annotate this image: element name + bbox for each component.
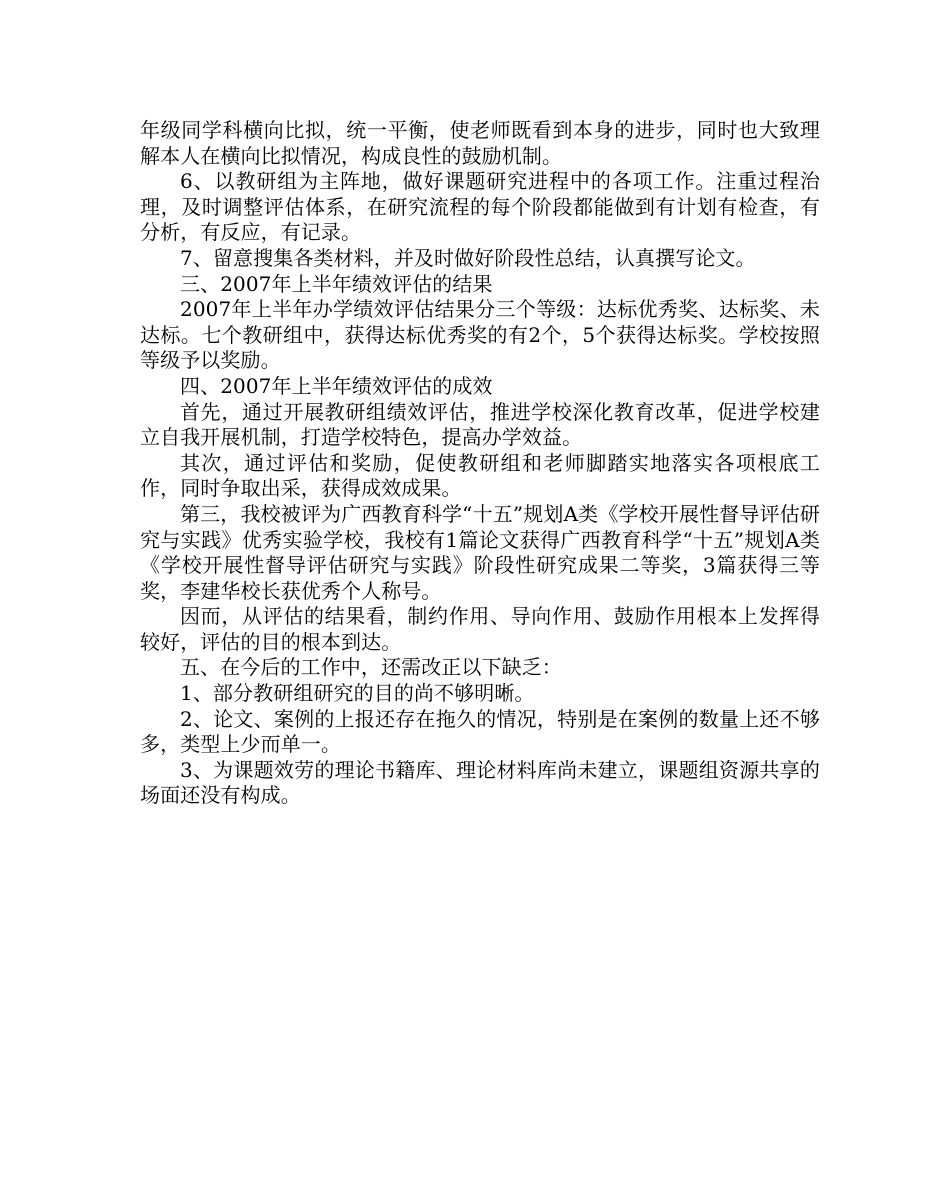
- section-heading-4: 四、2007年上半年绩效评估的成效: [180, 373, 493, 398]
- paragraph-item-6: 6、以教研组为主阵地，做好课题研究进程中的各项工作。注重过程治理，及时调整评估体系，在研究流程的每个阶段都能做到有计划有检查，有分析，有反应，有记录。: [140, 169, 820, 245]
- section-heading-3: 三、2007年上半年绩效评估的结果: [180, 271, 493, 296]
- paragraph-second: 其次，通过评估和奖励，促使教研组和老师脚踏实地落实各项根底工作，同时争取出采，获得成效成果。: [140, 450, 820, 501]
- paragraph-first: 首先，通过开展教研组绩效评估，推进学校深化教育改革，促进学校建立自我开展机制，打造学校特色，提高办学效益。: [140, 399, 820, 450]
- paragraph-item-7: 7、留意搜集各类材料，并及时做好阶段性总结，认真撰写论文。: [180, 245, 756, 270]
- paragraph-third: 第三，我校被评为广西教育科学“十五”规划A类《学校开展性督导评估研究与实践》优秀实验学校，我校有1篇论文获得广西教育科学“十五”规划A类《学校开展性督导评估研究与实践》阶段性研究成果二等奖，3篇获得三等奖，李建华校长获优秀个人称号。: [140, 501, 820, 603]
- shortcoming-item-1: 1、部分教研组研究的目的尚不够明晰。: [180, 681, 535, 706]
- paragraph-results: 2007年上半年办学绩效评估结果分三个等级：达标优秀奖、达标奖、未达标。七个教研组中，获得达标优秀奖的有2个，5个获得达标奖。学校按照等级予以奖励。: [140, 297, 820, 373]
- paragraph-continuation: 年级同学科横向比拟，统一平衡，使老师既看到本身的进步，同时也大致理解本人在横向比拟情况，构成良性的鼓励机制。: [140, 118, 820, 168]
- section-heading-5: 五、在今后的工作中，还需改正以下缺乏：: [180, 655, 562, 680]
- shortcoming-item-3: 3、为课题效劳的理论书籍库、理论材料库尚未建立，课题组资源共享的场面还没有构成。: [140, 757, 820, 808]
- paragraph-conclusion: 因而，从评估的结果看，制约作用、导向作用、鼓励作用根本上发挥得较好，评估的目的根本到达。: [140, 604, 820, 654]
- document-body: [140, 118, 820, 809]
- shortcoming-item-2: 2、论文、案例的上报还存在拖久的情况，特别是在案例的数量上还不够多，类型上少而单一。: [140, 706, 820, 757]
